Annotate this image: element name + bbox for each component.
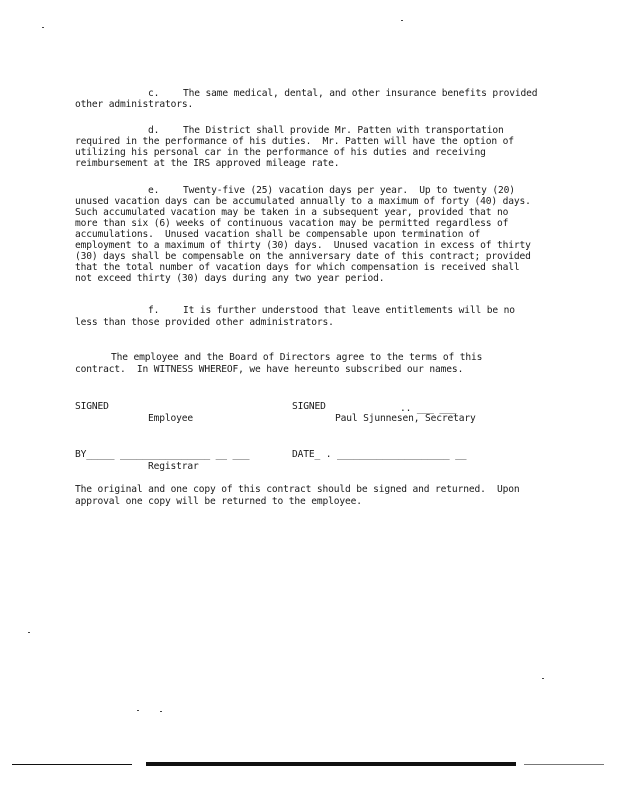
item-e-marker: e. <box>148 185 160 196</box>
item-d-line: The District shall provide Mr. Patten with transportation <box>183 125 504 136</box>
scan-speck <box>137 710 139 711</box>
agreement-line: contract. In WITNESS WHEREOF, we have hereunto subscribed our names. <box>75 364 464 375</box>
item-d-line: utilizing his personal car in the performance of his duties and receiving <box>75 147 486 158</box>
scan-edge-bar <box>146 762 516 766</box>
scan-edge-bar <box>524 764 604 765</box>
item-c-line: other administrators. <box>75 99 194 110</box>
scan-speck <box>401 20 403 21</box>
item-e-line: more than six (6) weeks of continuous vacation may be permitted regardless of <box>75 218 509 229</box>
agreement-line: The employee and the Board of Directors agree to the terms of this <box>111 352 483 363</box>
item-e-line: unused vacation days can be accumulated annually to a maximum of forty (40) days. <box>75 196 531 207</box>
item-f-marker: f. <box>148 305 160 316</box>
signed-right-label: SIGNED <box>292 401 326 412</box>
item-f-line: It is further understood that leave entitlements will be no <box>183 305 515 316</box>
signed-left-label: SIGNED <box>75 401 109 412</box>
scan-speck <box>28 632 30 633</box>
scan-speck <box>160 711 162 712</box>
right-signature-blank: .. ___ ___ <box>400 403 457 414</box>
scan-edge-bar <box>12 764 132 765</box>
scan-speck <box>42 27 44 28</box>
item-f-line: less than those provided other administrators. <box>75 317 334 328</box>
item-d-line: reimbursement at the IRS approved mileage rate. <box>75 158 340 169</box>
item-e-line: employment to a maximum of thirty (30) days. Unused vacation in excess of thirty <box>75 240 531 251</box>
item-e-line: that the total number of vacation days for which compensation is received shall <box>75 262 520 273</box>
scan-speck <box>542 678 544 679</box>
item-d-line: required in the performance of his duties. Mr. Patten will have the option of <box>75 136 514 147</box>
by-line: BY_____ ________________ __ ___ <box>75 449 250 460</box>
item-e-line: Such accumulated vacation may be taken in a subsequent year, provided that no <box>75 207 509 218</box>
item-e-line: accumulations. Unused vacation shall be compensable upon termination of <box>75 229 481 240</box>
registrar-label: Registrar <box>148 461 199 472</box>
secretary-label: Paul Sjunnesen, Secretary <box>335 413 476 424</box>
item-e-line: Twenty-five (25) vacation days per year. Up to twenty (20) <box>183 185 515 196</box>
employee-label: Employee <box>148 413 194 424</box>
item-e-line: not exceed thirty (30) days during any two year period. <box>75 273 385 284</box>
item-c-line: The same medical, dental, and other insurance benefits provided <box>183 88 538 99</box>
footer-line: approval one copy will be returned to the employee. <box>75 496 362 507</box>
item-e-line: (30) days shall be compensable on the anniversary date of this contract; provided <box>75 251 531 262</box>
date-line: DATE_ . ____________________ __ <box>292 449 467 460</box>
item-d-marker: d. <box>148 125 160 136</box>
item-c-marker: c. <box>148 88 160 99</box>
footer-line: The original and one copy of this contract should be signed and returned. Upon <box>75 484 520 495</box>
